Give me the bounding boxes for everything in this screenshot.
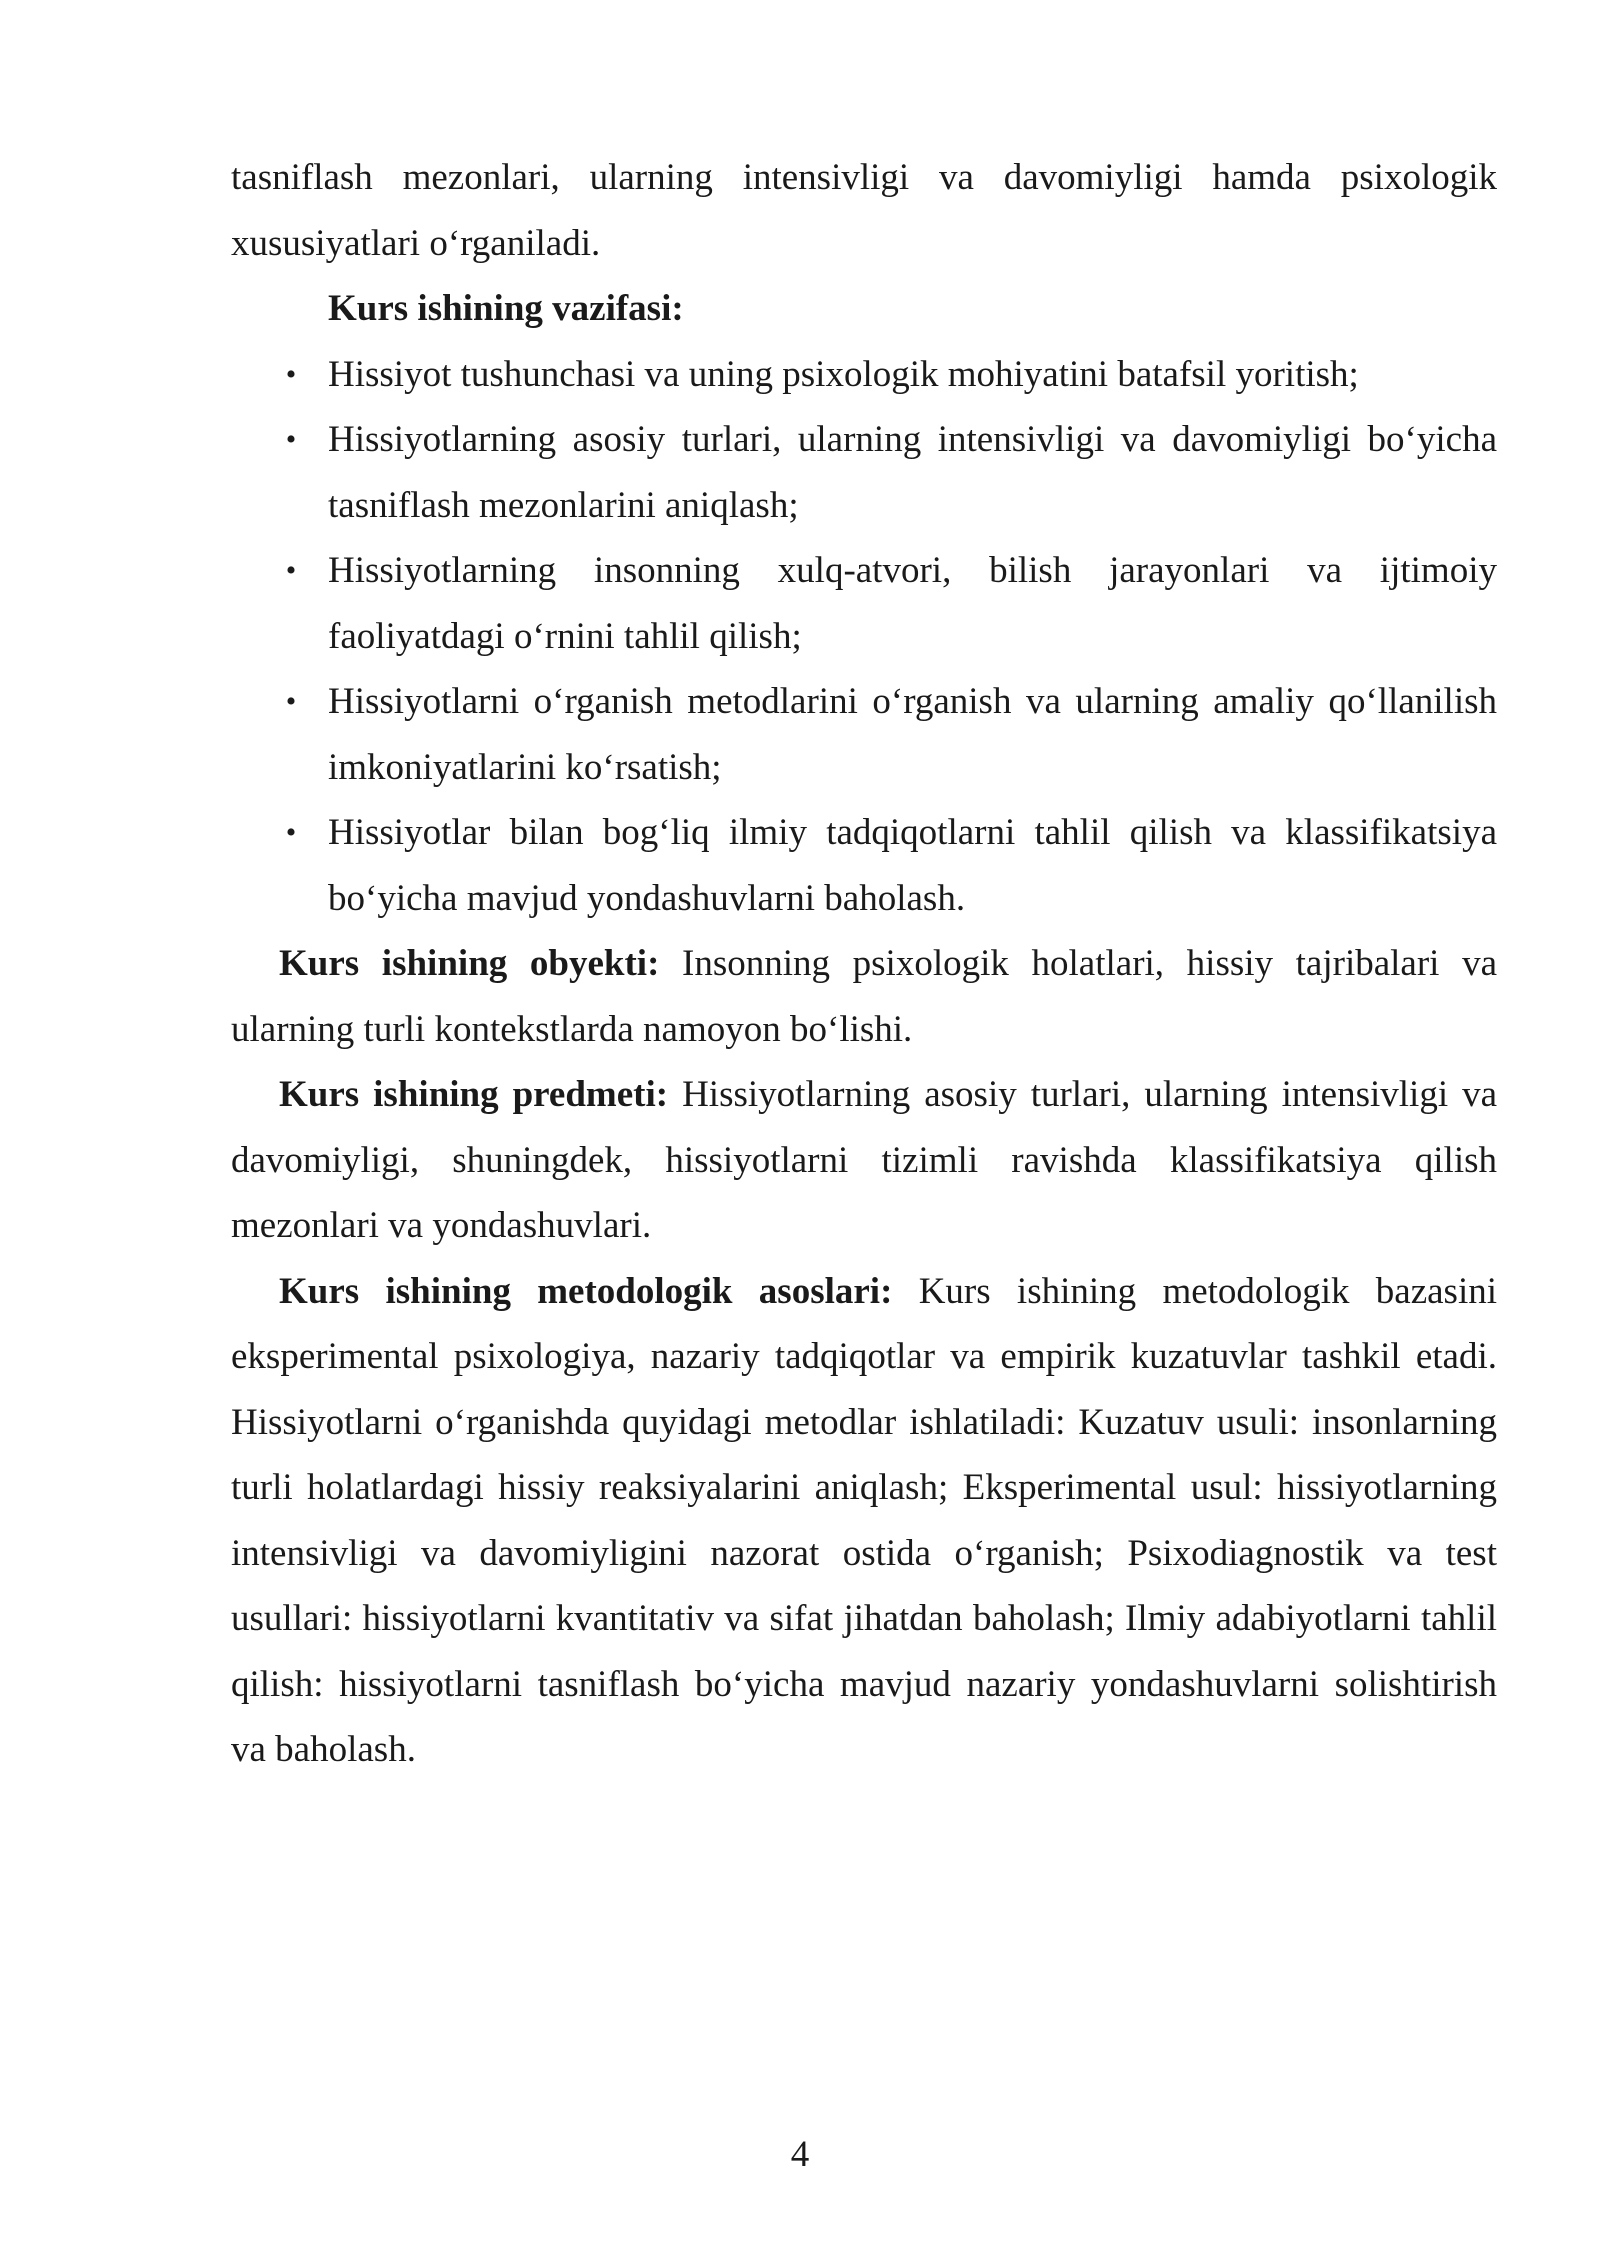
subject-label: Kurs ishining predmeti: [279, 1074, 669, 1115]
task-text: Hissiyotlar bilan bog‘liq ilmiy tadqiqotlarni tahlil qilish va klassifikatsiya bo‘yicha mavjud yondashuvlarni baholash. [328, 812, 1497, 919]
task-text: Hissiyotlarni o‘rganish metodlarini o‘rganish va ularning amaliy qo‘llanilish imkoniyatlarini ko‘rsatish; [328, 681, 1497, 788]
methodology-text: Kurs ishining metodologik bazasini eksperimental psixologiya, nazariy tadqiqotlar va empirik kuzatuvlar tashkil etadi. Hissiyotlarni o‘rganishda quyidagi metodlar ishlatiladi: Kuzatuv usuli: insonlarning turli holatlardagi hissiy reaksiyalarini aniqlash; Eksperimental usul: hissiyotlarning intensivligi va davomiyligini nazorat ostida o‘rganish; Psixodiagnostik va test usullari: hissiyotlarni kvantitativ va sifat jihatdan baholash; Ilmiy adabiyotlarni tahlil qilish: hissiyotlarni tasniflash bo‘yicha mavjud nazariy yondashuvlarni solishtirish va baholash. [231, 1270, 1498, 1770]
bullet-icon: • [285, 816, 297, 849]
bullet-icon: • [285, 685, 297, 718]
task-text: Hissiyot tushunchasi va uning psixologik mohiyatini batafsil yoritish; [328, 353, 1359, 395]
object-label: Kurs ishining obyekti: [279, 943, 660, 984]
subject-text: Hissiyotlarning asosiy turlari, ularning intensivligi va davomiyligi, shuningdek, hissiyotlarni tizimli ravishda klassifikatsiya qilish mezonlari va yondashuvlari. [231, 1074, 1497, 1246]
bullet-icon: • [285, 357, 297, 391]
methodology-label: Kurs ishining metodologik asoslari: [279, 1270, 893, 1312]
list-item [231, 538, 1497, 669]
page-number: 4 [790, 2134, 810, 2175]
list-item [231, 669, 1497, 800]
bullet-icon: • [285, 554, 297, 587]
methodology-paragraph [231, 1259, 1497, 1783]
tasks-heading: Kurs ishining vazifasi: [328, 288, 684, 329]
bullet-icon: • [285, 423, 297, 456]
subject-paragraph [231, 1062, 1497, 1259]
tasks-list [231, 342, 1497, 932]
list-item [231, 407, 1497, 538]
task-text: Hissiyotlarning insonning xulq-atvori, bilish jarayonlari va ijtimoiy faoliyatdagi o‘rnini tahlil qilish; [328, 550, 1497, 657]
list-item [231, 342, 1497, 408]
page-body [231, 145, 1497, 1783]
object-text: Insonning psixologik holatlari, hissiy tajribalari va ularning turli kontekstlarda namoyon bo‘lishi. [231, 943, 1497, 1050]
list-item [231, 800, 1497, 931]
object-paragraph [231, 931, 1497, 1062]
task-text: Hissiyotlarning asosiy turlari, ularning intensivligi va davomiyligi bo‘yicha tasniflash mezonlarini aniqlash; [328, 419, 1497, 526]
intro-paragraph: tasniflash mezonlari, ularning intensivligi va davomiyligi hamda psixologik xususiyatlari o‘rganiladi. [231, 157, 1497, 264]
